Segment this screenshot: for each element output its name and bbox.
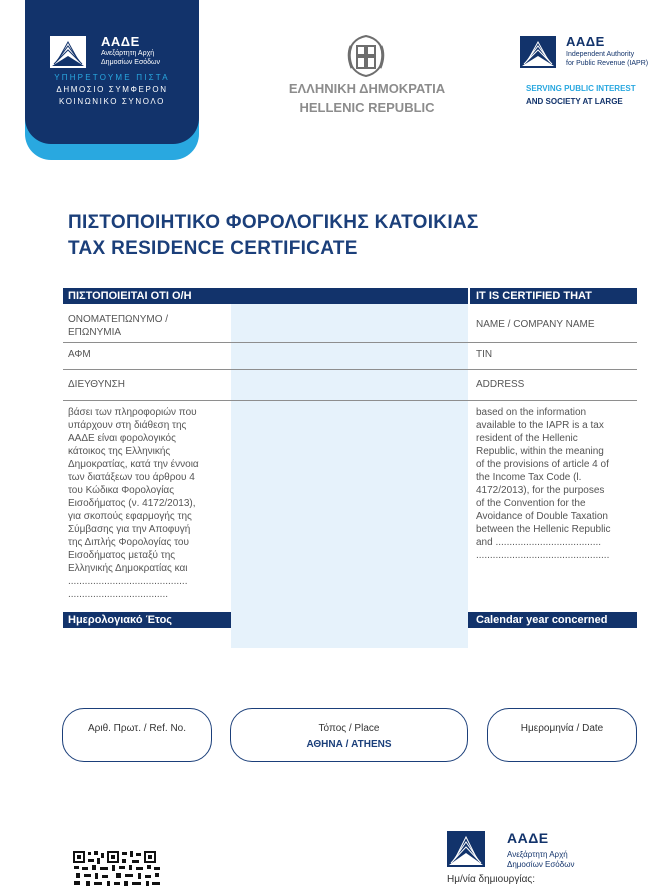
place-box xyxy=(230,708,468,762)
row-divider xyxy=(63,369,637,370)
footer-brand-sub: Δημοσίων Εσόδων xyxy=(507,860,575,869)
badge-brand: ΑΑΔΕ xyxy=(101,34,140,49)
badge-brand-sub: Ανεξάρτητη Αρχή xyxy=(101,50,155,57)
badge-motto: ΚΟΙΝΩΝΙΚΟ ΣΥΝΟΛΟ xyxy=(59,97,165,106)
aade-logo-icon xyxy=(520,36,556,68)
badge-motto: ΥΠΗΡΕΤΟΥΜΕ ΠΙΣΤΑ xyxy=(54,73,170,82)
form-header-greek: ΠΙΣΤΟΠΟΙΕΙΤΑΙ ΟΤΙ Ο/Η xyxy=(68,290,192,302)
field-label-tin-greek: ΑΦΜ xyxy=(68,349,91,360)
place-value: ΑΘΗΝΑ / ATHENS xyxy=(306,739,392,750)
right-motto: SERVING PUBLIC INTEREST xyxy=(526,84,636,93)
field-label-name-greek: ΟΝΟΜΑΤΕΠΩΝΥΜΟ / xyxy=(68,314,169,325)
row-divider xyxy=(63,342,637,343)
greek-emblem-icon xyxy=(343,34,389,78)
badge-brand-sub: Δημοσίων Εσόδων xyxy=(101,59,161,66)
column-divider xyxy=(468,288,470,304)
footer-brand: ΑΑΔΕ xyxy=(507,830,549,846)
right-brand: ΑΑΔΕ xyxy=(566,34,605,49)
field-label-tin-english: TIN xyxy=(476,349,493,360)
field-label-address-greek: ΔΙΕΥΘΥΝΣΗ xyxy=(68,379,125,390)
place-label: Τόπος / Place xyxy=(318,723,380,734)
right-brand-sub: for Public Revenue (IAPR) xyxy=(566,60,649,67)
field-label-name-greek: ΕΠΩΝΥΜΙΑ xyxy=(68,327,122,338)
document-title-english: TAX RESIDENCE CERTIFICATE xyxy=(68,238,358,259)
year-input-cell xyxy=(231,612,468,628)
creation-date-label: Ημ/νία δημιουργίας: xyxy=(447,874,535,885)
republic-name-english: HELLENIC REPUBLIC xyxy=(299,100,435,115)
ref-number-box xyxy=(62,708,212,762)
document-title-greek: ΠΙΣΤΟΠΟΙΗΤΙΚΟ ΦΟΡΟΛΟΓΙΚΗΣ ΚΑΤΟΙΚΙΑΣ xyxy=(68,212,479,233)
row-divider xyxy=(63,400,637,401)
header-badge xyxy=(25,0,199,144)
right-brand-sub: Independent Authority xyxy=(566,51,635,58)
statement-english: based on the information available to the IAPR is a tax resident of the Hellenic Republic, within the meaning of the provisions of article 4 of the Income Tax Code (l. 4172/2013), for the purposes of the Convention for the Avoidance of Double Taxation between the Hellenic Republic and ...................................... ................................................ xyxy=(476,407,611,561)
form-header-english: IT IS CERTIFIED THAT xyxy=(476,290,592,302)
badge-motto: ΔΗΜΟΣΙΟ ΣΥΜΦΕΡΟΝ xyxy=(56,85,168,94)
footer-brand-sub: Ανεξάρτητη Αρχή xyxy=(507,850,568,859)
qr-code-icon xyxy=(72,850,162,887)
republic-name-greek: ΕΛΛΗΝΙΚΗ ΔΗΜΟΚΡΑΤΙΑ xyxy=(288,81,446,96)
statement-greek: βάσει των πληροφοριών που υπάρχουν στη διάθεση της ΑΑΔΕ είναι φορολογικός κάτοικος της Ελληνικής Δημοκρατίας, κατά την έννοια των διατάξεων του άρθρου 4 του Κώδικα Φορολογίας Εισοδήματος (ν. 4172/2013), για σκοπούς εφαρμογής της Σύμβασης για την Αποφυγή της Διπλής Φορολογίας του Εισοδήματος μεταξύ της Ελληνικής Δημοκρατίας και ........................................... .................................... xyxy=(68,407,199,600)
fill-in-column xyxy=(231,304,468,648)
ref-number-label: Αριθ. Πρωτ. / Ref. No. xyxy=(87,723,187,734)
aade-logo-icon xyxy=(447,831,485,867)
field-label-address-english: ADDRESS xyxy=(476,379,525,390)
year-label-english: Calendar year concerned xyxy=(476,614,608,626)
date-label: Ημερομηνία / Date xyxy=(520,723,604,734)
date-box xyxy=(487,708,637,762)
year-label-greek: Ημερολογιακό Έτος xyxy=(68,614,173,626)
aade-logo-icon xyxy=(50,36,86,68)
field-label-name-english: NAME / COMPANY NAME xyxy=(476,319,595,330)
right-motto: AND SOCIETY AT LARGE xyxy=(526,97,623,106)
